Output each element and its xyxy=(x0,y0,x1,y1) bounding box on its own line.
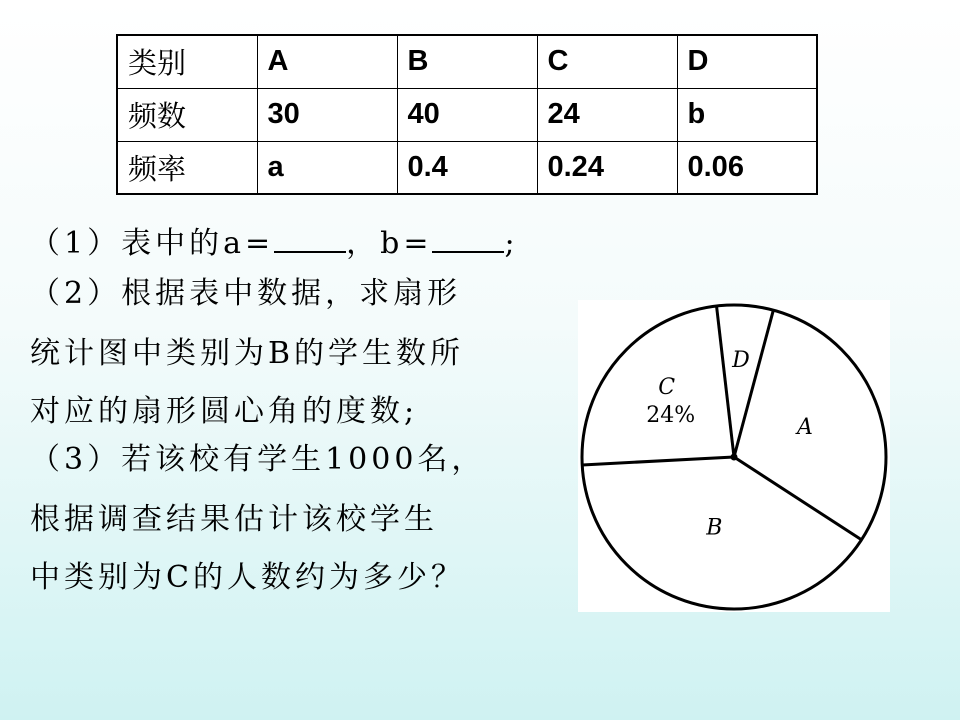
pie-center-dot xyxy=(731,454,738,461)
table-cell: 0.24 xyxy=(537,141,677,194)
table-cell: A xyxy=(257,35,397,88)
question-3-line-3: 中类别为C的人数约为多少？ xyxy=(30,560,465,595)
table-row xyxy=(117,141,817,194)
slice-label-a: A xyxy=(797,414,813,440)
table-cell: 40 xyxy=(397,88,537,141)
row-header-frequency-count: 频数 xyxy=(117,88,257,141)
row-header-frequency-rate: 频率 xyxy=(117,141,257,194)
table-cell: 24 xyxy=(537,88,677,141)
question-2-line-1: （2）根据表中数据，求扇形 xyxy=(30,276,462,311)
pie-chart xyxy=(578,300,890,612)
pie-chart-svg xyxy=(578,300,890,612)
question-1-mid: ，b= xyxy=(346,226,433,261)
table-cell: D xyxy=(677,35,817,88)
question-3-line-1: （3）若该校有学生1000名， xyxy=(30,442,486,477)
question-1-suffix: ; xyxy=(504,226,519,261)
question-3-line-2: 根据调查结果估计该校学生 xyxy=(30,502,438,537)
table-cell: 30 xyxy=(257,88,397,141)
table-cell: b xyxy=(677,88,817,141)
question-1-prefix: （1）表中的a= xyxy=(30,226,275,261)
answer-blank-a xyxy=(274,225,346,253)
slice-label-d: D xyxy=(732,348,750,374)
question-1 xyxy=(30,218,519,262)
table-cell: 0.4 xyxy=(397,141,537,194)
slice-label-b: B xyxy=(706,515,723,541)
slice-label-c: C xyxy=(658,375,676,401)
question-2-line-2: 统计图中类别为B的学生数所 xyxy=(30,336,465,371)
table-cell: a xyxy=(257,141,397,194)
question-2-line-3: 对应的扇形圆心角的度数; xyxy=(30,394,419,429)
table-cell: B xyxy=(397,35,537,88)
table-cell: 0.06 xyxy=(677,141,817,194)
frequency-table xyxy=(116,34,818,195)
answer-blank-b xyxy=(432,225,504,253)
table-row xyxy=(117,35,817,88)
table-row xyxy=(117,88,817,141)
row-header-category: 类别 xyxy=(117,35,257,88)
slice-percent-c: 24% xyxy=(646,403,696,429)
table-cell: C xyxy=(537,35,677,88)
